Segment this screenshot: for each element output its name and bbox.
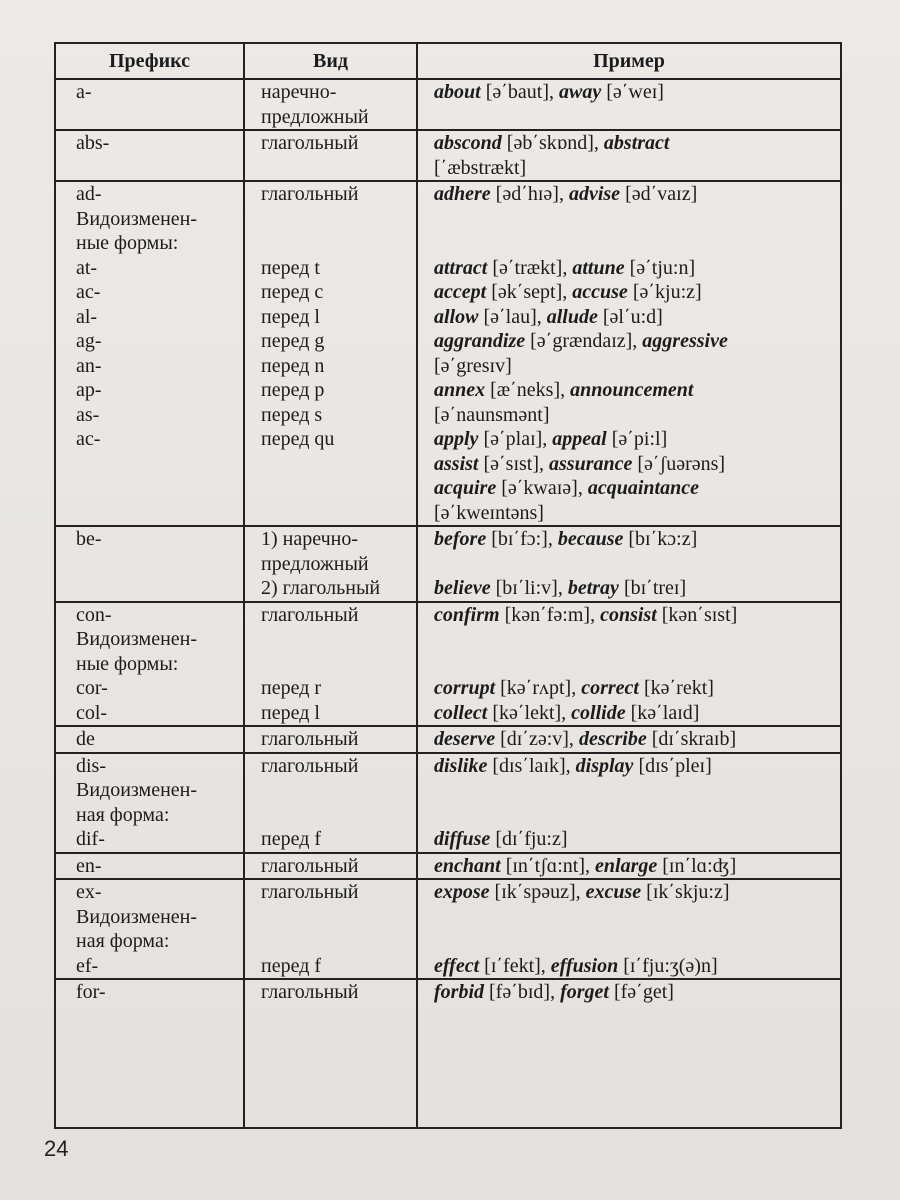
transcription-text: [dɪ΄fju:z] — [490, 828, 568, 850]
transcription-text: [kə΄lekt], — [487, 701, 572, 724]
prefix-line: Видоизменен- — [76, 779, 198, 801]
table-row — [55, 879, 841, 979]
example-line — [434, 1029, 834, 1054]
example-word: attune — [572, 256, 625, 279]
prefix-line: al- — [76, 305, 98, 328]
table-row — [55, 130, 841, 181]
view-line: перед s — [261, 403, 323, 426]
example-word: because — [557, 528, 624, 550]
prefix-line — [76, 1005, 237, 1030]
view-cell — [244, 979, 417, 1128]
prefix-line: ная форма: — [76, 930, 170, 952]
prefix-cell — [55, 602, 244, 727]
transcription-text: [ə΄kwaɪə], — [496, 477, 588, 499]
example-line — [434, 527, 834, 552]
view-line — [261, 231, 410, 256]
prefix-cell — [55, 979, 244, 1128]
transcription-text: [əl΄u:d] — [597, 305, 663, 328]
prefix-line — [76, 105, 237, 130]
example-line — [434, 403, 834, 428]
example-line — [434, 754, 834, 779]
example-line — [434, 778, 834, 803]
view-line: предложный — [261, 552, 369, 575]
example-cell — [417, 726, 841, 753]
example-word: accuse — [572, 281, 628, 303]
table-row — [55, 526, 841, 602]
prefix-line: for- — [76, 981, 106, 1003]
transcription-text: [ə΄kju:z] — [627, 281, 702, 303]
example-line — [434, 652, 834, 677]
example-cell — [417, 753, 841, 853]
transcription-text: [əd΄vaɪz] — [620, 183, 698, 205]
example-word: apply — [434, 428, 479, 450]
transcription-text: [əd΄hɪə], — [490, 183, 569, 205]
example-word: forbid — [434, 981, 484, 1003]
prefix-line: a- — [76, 81, 92, 103]
example-word: collide — [571, 701, 626, 724]
example-word: adhere — [434, 183, 491, 205]
prefix-line: ag- — [76, 330, 102, 352]
example-word: abstract — [603, 132, 670, 154]
example-cell — [417, 526, 841, 602]
view-line: перед r — [261, 677, 322, 699]
example-line — [434, 354, 834, 379]
transcription-text: [ə΄gresɪv] — [434, 354, 512, 377]
transcription-text: [ə΄ʃuərəns] — [632, 452, 726, 475]
example-line — [434, 256, 834, 281]
prefix-line: an- — [76, 354, 102, 377]
example-line — [434, 603, 834, 628]
view-cell — [244, 526, 417, 602]
table-row — [55, 79, 841, 130]
transcription-text: [ɪn΄tʃɑ:nt], — [500, 854, 596, 877]
table-body — [55, 79, 841, 1128]
example-word: allude — [546, 305, 598, 328]
prefix-line — [76, 452, 237, 477]
view-line: перед l — [261, 701, 320, 724]
view-line — [261, 207, 410, 232]
view-cell — [244, 79, 417, 130]
prefix-line: ная форма: — [76, 803, 170, 826]
prefix-line: Видоизменен- — [76, 905, 198, 928]
example-cell — [417, 130, 841, 181]
prefix-line: con- — [76, 603, 112, 626]
view-cell — [244, 726, 417, 753]
view-cell — [244, 181, 417, 526]
example-cell — [417, 181, 841, 526]
view-line: перед t — [261, 256, 320, 279]
transcription-text: [ə΄lau], — [478, 305, 547, 328]
view-line: перед f — [261, 954, 322, 977]
page-number: 24 — [44, 1136, 69, 1161]
prefix-line — [76, 156, 237, 181]
transcription-text: [kə΄rekt] — [638, 677, 714, 699]
view-cell — [244, 130, 417, 181]
prefix-line: ные формы: — [76, 652, 179, 675]
example-word: about — [434, 81, 481, 103]
transcription-text: [ɪ΄fekt], — [479, 954, 551, 977]
example-word: betray — [567, 577, 619, 599]
transcription-text: [bɪ΄treɪ] — [618, 577, 687, 599]
prefix-line: dis- — [76, 754, 106, 777]
view-line — [261, 652, 410, 677]
example-word: enlarge — [595, 854, 658, 877]
transcription-text: [ɪk΄spəuz], — [489, 881, 586, 903]
prefix-line: ap- — [76, 379, 102, 401]
example-line — [434, 929, 834, 954]
prefix-line: ac- — [76, 428, 101, 450]
view-line — [261, 1054, 410, 1079]
example-word: dislike — [434, 754, 488, 777]
prefix-line — [76, 1078, 237, 1103]
transcription-text: [ɪk΄skju:z] — [641, 881, 730, 903]
example-line — [434, 905, 834, 930]
example-line — [434, 80, 834, 105]
example-line — [434, 476, 834, 501]
example-word: forget — [560, 981, 609, 1003]
prefix-cell — [55, 181, 244, 526]
view-line — [261, 627, 410, 652]
transcription-text: [fə΄bɪd], — [484, 981, 561, 1003]
example-word: acquaintance — [587, 477, 699, 499]
transcription-text: [kə΄laɪd] — [625, 701, 700, 724]
view-line: глагольный — [261, 603, 359, 626]
example-line — [434, 207, 834, 232]
example-line — [434, 954, 834, 979]
table-header-row — [55, 43, 841, 79]
prefix-line: de — [76, 728, 95, 750]
view-line — [261, 476, 410, 501]
example-word: corrupt — [434, 677, 496, 699]
view-cell — [244, 879, 417, 979]
example-line — [434, 627, 834, 652]
transcription-text: [ə΄naunsmənt] — [434, 403, 550, 426]
example-word: assist — [434, 452, 479, 475]
view-line: перед c — [261, 281, 324, 303]
view-line: глагольный — [261, 183, 359, 205]
view-line: перед p — [261, 379, 325, 401]
transcription-text: [ɪn΄lɑ:ʤ] — [657, 854, 737, 877]
example-cell — [417, 979, 841, 1128]
transcription-text: [ə΄sɪst], — [478, 452, 550, 475]
view-line: 1) наречно- — [261, 528, 359, 550]
prefix-line: ac- — [76, 281, 101, 303]
example-word: allow — [434, 305, 479, 328]
view-line: предложный — [261, 105, 369, 128]
table-row — [55, 181, 841, 526]
view-line: перед n — [261, 354, 325, 377]
transcription-text: [kən΄sɪst] — [656, 603, 738, 626]
example-word: acquire — [434, 477, 497, 499]
prefix-line: Видоизменен- — [76, 207, 198, 230]
example-line — [434, 1103, 834, 1128]
view-line: 2) глагольный — [261, 577, 381, 599]
prefix-table — [54, 42, 842, 1129]
prefix-line: ad- — [76, 183, 102, 205]
example-word: before — [434, 528, 487, 550]
view-line: перед g — [261, 330, 325, 352]
prefix-line — [76, 576, 237, 601]
prefix-cell — [55, 526, 244, 602]
prefix-line: be- — [76, 528, 102, 550]
transcription-text: [ə΄tju:n] — [624, 256, 696, 279]
view-line: глагольный — [261, 854, 359, 877]
prefix-cell — [55, 79, 244, 130]
view-line: глагольный — [261, 728, 359, 750]
example-line — [434, 182, 834, 207]
table-row — [55, 853, 841, 880]
example-word: correct — [581, 677, 639, 699]
transcription-text: [ə΄grændaɪz], — [525, 330, 643, 352]
transcription-text: [bɪ΄fɔ:], — [486, 528, 558, 550]
example-cell — [417, 879, 841, 979]
view-cell — [244, 753, 417, 853]
example-line — [434, 1078, 834, 1103]
example-cell — [417, 602, 841, 727]
example-word: consist — [600, 603, 657, 626]
transcription-text: [ə΄kweɪntəns] — [434, 501, 544, 524]
example-line — [434, 280, 834, 305]
view-line — [261, 929, 410, 954]
example-word: effect — [434, 954, 480, 977]
example-word: abscond — [434, 132, 502, 154]
example-word: announcement — [570, 379, 694, 401]
example-line — [434, 105, 834, 130]
example-word: away — [558, 81, 602, 103]
transcription-text: [ə΄weɪ] — [601, 81, 664, 103]
header-example: Пример — [417, 43, 841, 79]
example-word: appeal — [552, 428, 607, 450]
view-line — [261, 452, 410, 477]
view-line: глагольный — [261, 981, 359, 1003]
example-line — [434, 701, 834, 726]
prefix-cell — [55, 879, 244, 979]
view-line — [261, 156, 410, 181]
prefix-cell — [55, 753, 244, 853]
prefix-line: abs- — [76, 132, 110, 154]
example-line — [434, 576, 834, 601]
example-line — [434, 676, 834, 701]
transcription-text: [bɪ΄kɔ:z] — [623, 528, 698, 550]
example-line — [434, 501, 834, 526]
example-line — [434, 305, 834, 330]
transcription-text: [kə΄rʌpt], — [495, 677, 582, 699]
prefix-line — [76, 1103, 237, 1128]
table-row — [55, 726, 841, 753]
transcription-text: [dɪs΄pleɪ] — [633, 754, 712, 777]
example-line — [434, 156, 834, 181]
example-line — [434, 980, 834, 1005]
example-word: describe — [578, 728, 647, 750]
prefix-line — [76, 1029, 237, 1054]
transcription-text: [ə΄trækt], — [487, 256, 573, 279]
example-word: annex — [434, 379, 486, 401]
transcription-text: [΄æbstrækt] — [434, 156, 527, 179]
example-line — [434, 827, 834, 852]
prefix-line: ные формы: — [76, 232, 179, 254]
example-word: display — [575, 754, 634, 777]
header-prefix: Префикс — [55, 43, 244, 79]
example-word: expose — [434, 881, 490, 903]
transcription-text: [ək΄sept], — [486, 281, 573, 303]
transcription-text: [ə΄plaɪ], — [478, 428, 553, 450]
transcription-text: [dɪ΄skraɪb] — [646, 728, 737, 750]
example-line — [434, 1005, 834, 1030]
transcription-text: [ə΄pi:l] — [606, 428, 668, 450]
example-line — [434, 552, 834, 577]
prefix-line: ef- — [76, 954, 99, 977]
example-cell — [417, 79, 841, 130]
view-line: глагольный — [261, 754, 359, 777]
prefix-line: en- — [76, 854, 102, 877]
example-word: deserve — [434, 728, 496, 750]
view-line: наречно- — [261, 81, 337, 103]
example-word: advise — [568, 183, 621, 205]
example-word: collect — [434, 701, 488, 724]
example-word: accept — [434, 281, 487, 303]
view-line — [261, 501, 410, 526]
view-line — [261, 1103, 410, 1128]
transcription-text: [dɪs΄laɪk], — [487, 754, 576, 777]
prefix-cell — [55, 853, 244, 880]
example-word: believe — [434, 577, 491, 599]
example-line — [434, 131, 834, 156]
view-line — [261, 905, 410, 930]
view-line: глагольный — [261, 881, 359, 903]
transcription-text: [ɪ΄fju:ʒ(ə)n] — [618, 954, 718, 977]
example-cell — [417, 853, 841, 880]
transcription-text: [dɪ΄zə:v], — [495, 728, 579, 750]
header-view: Вид — [244, 43, 417, 79]
view-line — [261, 778, 410, 803]
table-row — [55, 979, 841, 1128]
prefix-line: ex- — [76, 881, 102, 903]
transcription-text: [æ΄neks], — [485, 379, 571, 401]
prefix-line: at- — [76, 256, 98, 279]
transcription-text: [kən΄fə:m], — [499, 603, 601, 626]
view-cell — [244, 602, 417, 727]
view-line: перед qu — [261, 428, 335, 450]
view-line — [261, 1078, 410, 1103]
prefix-line — [76, 552, 237, 577]
example-word: effusion — [550, 954, 619, 977]
prefix-line: col- — [76, 701, 108, 724]
view-cell — [244, 853, 417, 880]
example-word: assurance — [549, 452, 633, 475]
prefix-line: as- — [76, 403, 100, 426]
example-line — [434, 854, 834, 879]
prefix-line — [76, 476, 237, 501]
table-row — [55, 753, 841, 853]
example-line — [434, 427, 834, 452]
prefix-line — [76, 1054, 237, 1079]
prefix-line — [76, 501, 237, 526]
table-row — [55, 602, 841, 727]
example-word: diffuse — [434, 828, 491, 850]
view-line: перед f — [261, 828, 322, 850]
prefix-line: Видоизменен- — [76, 628, 198, 650]
example-word: confirm — [434, 603, 500, 626]
transcription-text: [ə΄baut], — [480, 81, 559, 103]
view-line — [261, 1005, 410, 1030]
example-line — [434, 378, 834, 403]
example-line — [434, 231, 834, 256]
example-line — [434, 727, 834, 752]
example-word: attract — [434, 256, 488, 279]
view-line: глагольный — [261, 132, 359, 154]
transcription-text: [fə΄get] — [608, 981, 674, 1003]
prefix-cell — [55, 726, 244, 753]
prefix-line: dif- — [76, 828, 105, 850]
example-word: aggrandize — [434, 330, 526, 352]
example-line — [434, 329, 834, 354]
example-line — [434, 452, 834, 477]
example-line — [434, 803, 834, 828]
example-line — [434, 880, 834, 905]
view-line — [261, 803, 410, 828]
example-word: excuse — [585, 881, 642, 903]
transcription-text: [bɪ΄li:v], — [490, 577, 568, 599]
example-word: enchant — [434, 854, 501, 877]
example-line — [434, 1054, 834, 1079]
prefix-cell — [55, 130, 244, 181]
view-line — [261, 1029, 410, 1054]
example-word: aggressive — [642, 330, 728, 352]
transcription-text: [əb΄skɒnd], — [501, 132, 604, 154]
view-line: перед l — [261, 305, 320, 328]
prefix-line: cor- — [76, 677, 108, 699]
